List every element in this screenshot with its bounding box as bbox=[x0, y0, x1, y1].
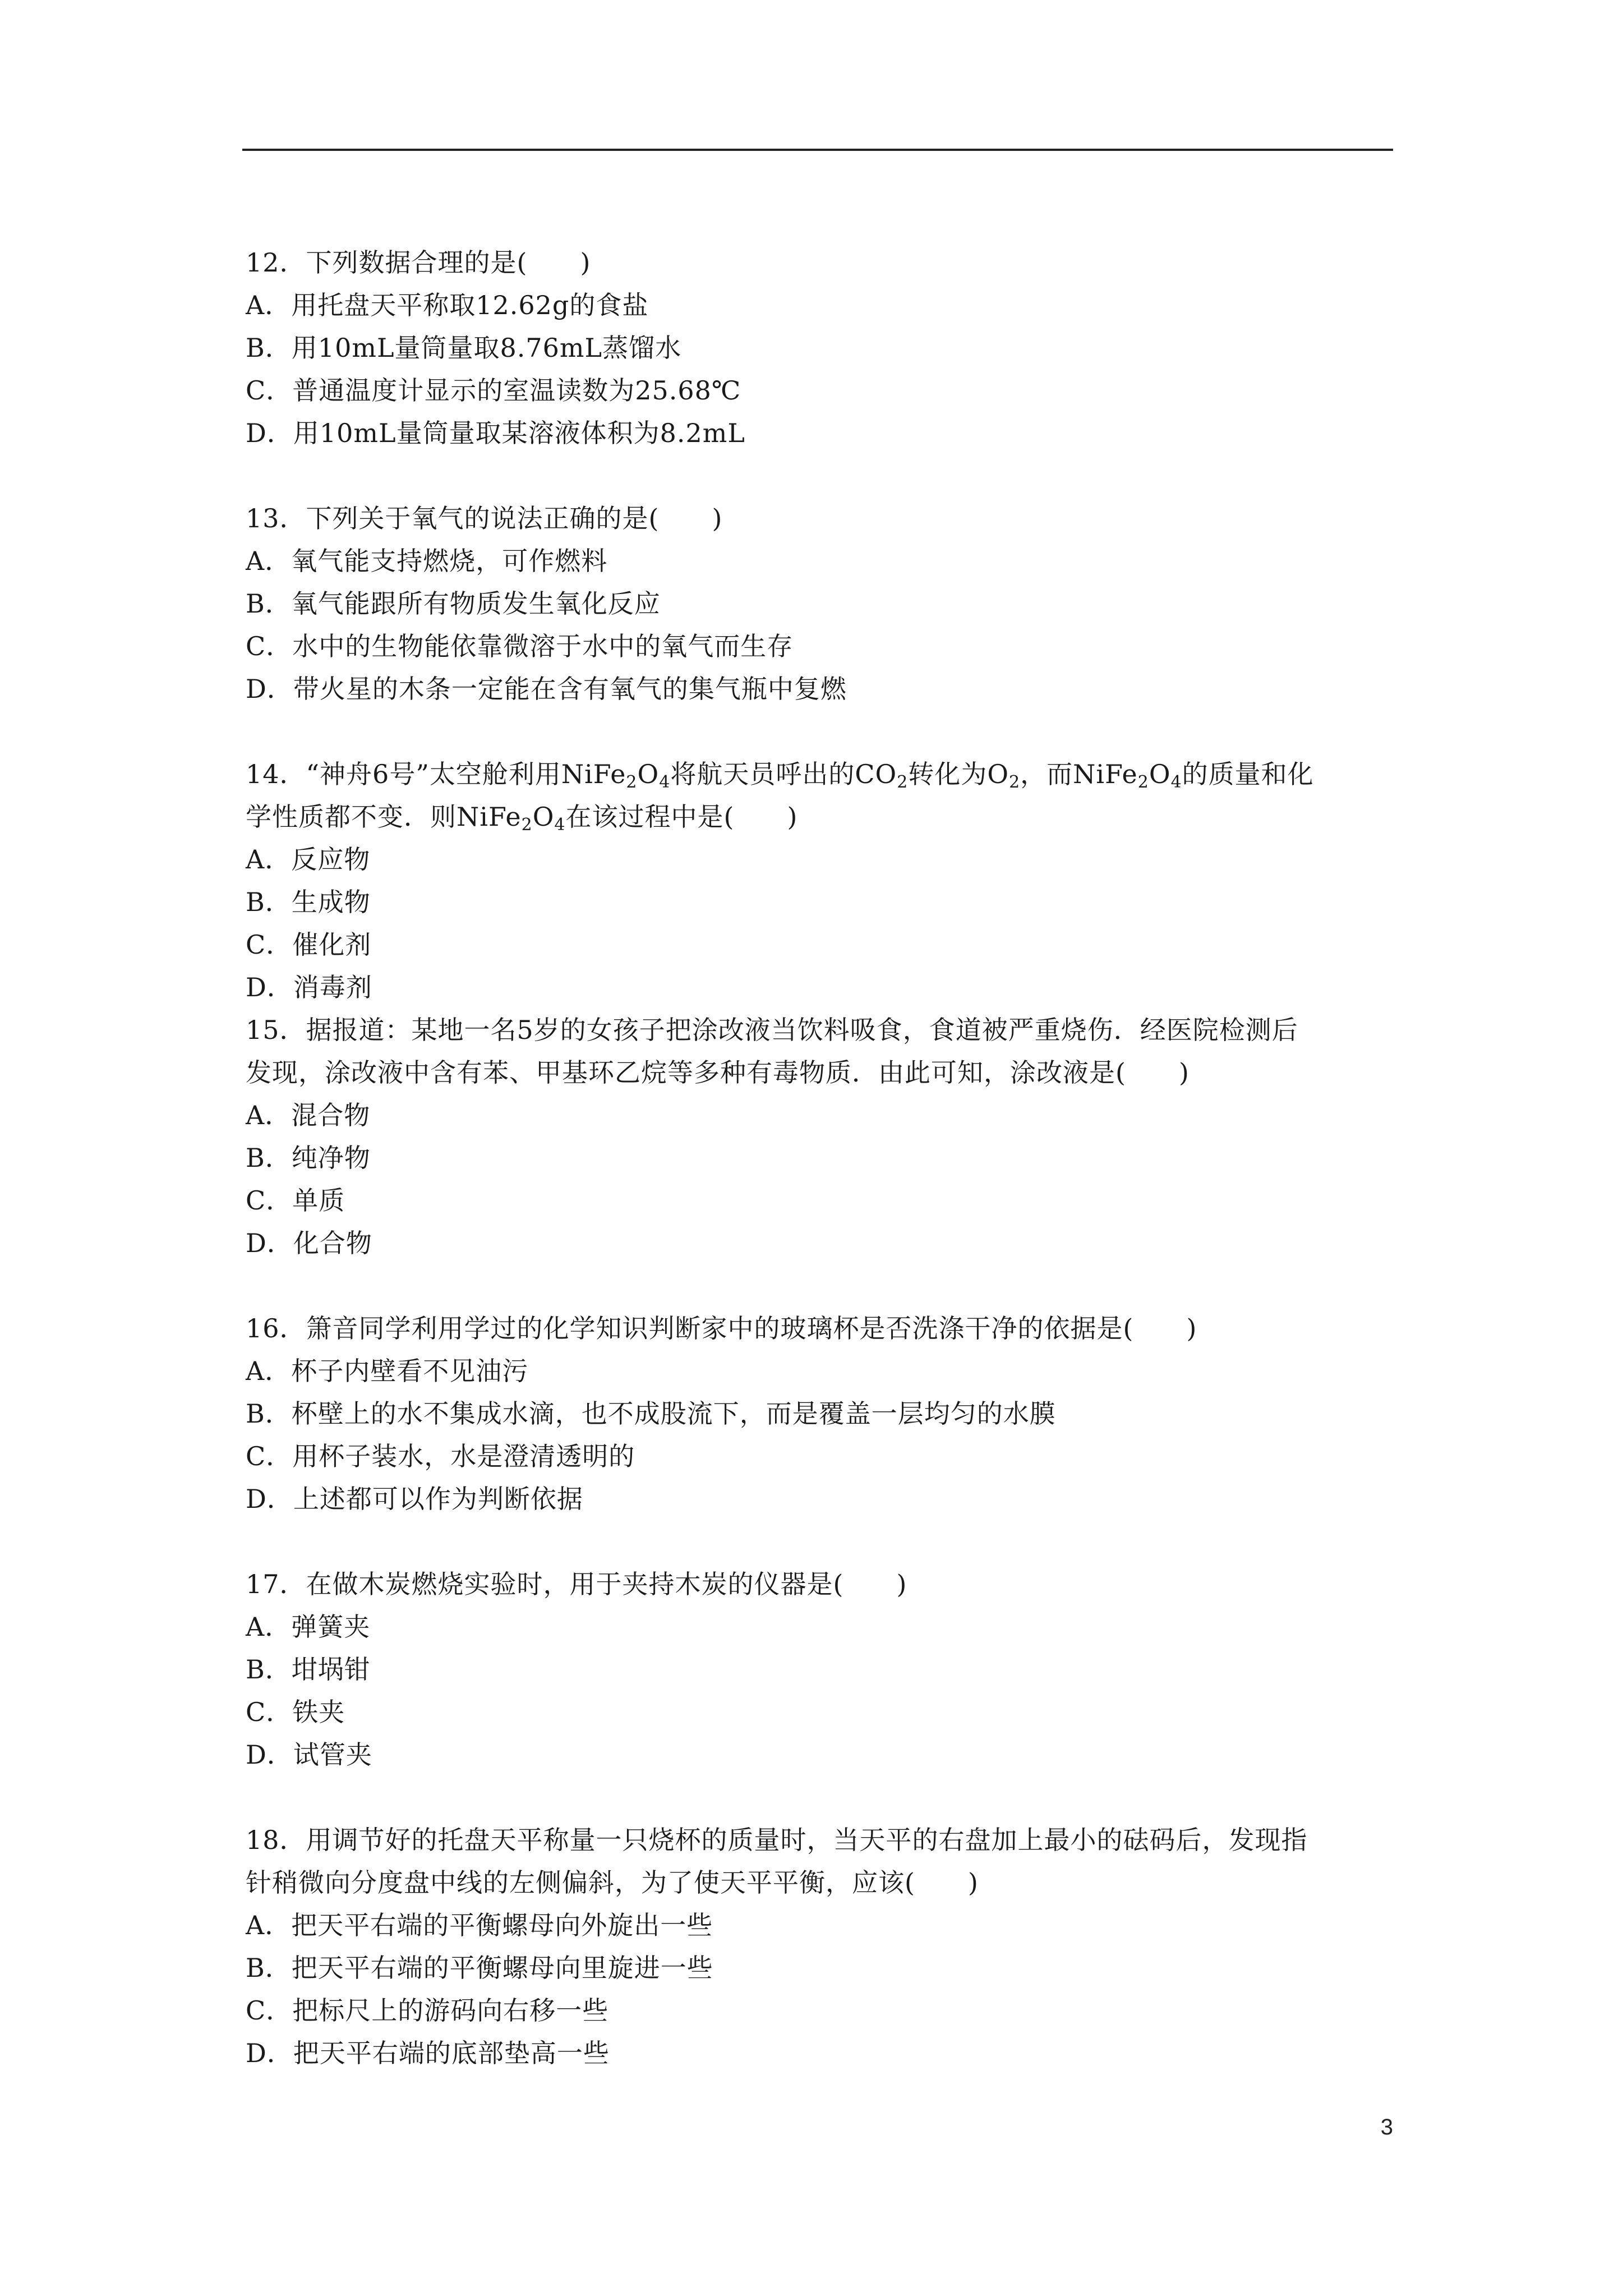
document-body bbox=[246, 241, 1395, 2074]
question-stem: 15．据报道：某地一名5岁的女孩子把涂改液当饮料吸食，食道被严重烧伤．经医院检测后 bbox=[246, 1015, 1298, 1045]
question-stem: 12．下列数据合理的是( ) bbox=[246, 247, 591, 278]
question-13 bbox=[246, 497, 1395, 710]
option-c: C．普通温度计显示的室温读数为25.68℃ bbox=[246, 375, 741, 406]
option-a: A．用托盘天平称取12.62g的食盐 bbox=[246, 290, 649, 320]
option-d: D．用10mL量筒量取某溶液体积为8.2mL bbox=[246, 418, 745, 448]
option-c: C．水中的生物能依靠微溶于水中的氧气而生存 bbox=[246, 631, 794, 661]
option-d: D．消毒剂 bbox=[246, 972, 372, 1002]
option-a: A．把天平右端的平衡螺母向外旋出一些 bbox=[246, 1910, 713, 1940]
option-b: B．氧气能跟所有物质发生氧化反应 bbox=[246, 588, 661, 619]
option-a: A．氧气能支持燃烧，可作燃料 bbox=[246, 546, 608, 576]
option-b: B．纯净物 bbox=[246, 1143, 371, 1173]
question-15 bbox=[246, 1009, 1395, 1264]
question-18 bbox=[246, 1819, 1395, 2074]
option-b: B．把天平右端的平衡螺母向里旋进一些 bbox=[246, 1953, 713, 1983]
option-a: A．弹簧夹 bbox=[246, 1612, 371, 1642]
question-stem: 17．在做木炭燃烧实验时，用于夹持木炭的仪器是( ) bbox=[246, 1569, 907, 1599]
question-17 bbox=[246, 1563, 1395, 1776]
option-d: D．化合物 bbox=[246, 1228, 372, 1258]
option-a: A．杯子内壁看不见油污 bbox=[246, 1356, 529, 1386]
question-stem-continued: 针稍微向分度盘中线的左侧偏斜，为了使天平平衡，应该( ) bbox=[246, 1867, 979, 1898]
option-a: A．反应物 bbox=[246, 844, 371, 875]
option-d: D．上述都可以作为判断依据 bbox=[246, 1484, 583, 1514]
option-d: D．带火星的木条一定能在含有氧气的集气瓶中复燃 bbox=[246, 674, 847, 704]
question-stem-continued: 发现，涂改液中含有苯、甲基环乙烷等多种有毒物质．由此可知，涂改液是( ) bbox=[246, 1057, 1189, 1088]
question-14 bbox=[246, 753, 1395, 1009]
option-b: B．坩埚钳 bbox=[246, 1654, 371, 1685]
option-d: D．试管夹 bbox=[246, 1740, 372, 1770]
page-number: 3 bbox=[1380, 2115, 1393, 2139]
option-b: B．杯壁上的水不集成水滴，也不成股流下，而是覆盖一层均匀的水膜 bbox=[246, 1398, 1056, 1429]
option-b: B．生成物 bbox=[246, 887, 371, 917]
question-12 bbox=[246, 241, 1395, 454]
option-c: C．单质 bbox=[246, 1185, 345, 1216]
option-c: C．催化剂 bbox=[246, 930, 372, 960]
option-b: B．用10mL量筒量取8.76mL蒸馏水 bbox=[246, 333, 682, 363]
question-stem-continued: 学性质都不变．则$NiFe_2O_4$在该过程中是( ) bbox=[246, 802, 798, 835]
question-stem: 14．“神舟6号”太空舱利用$NiFe_2O_4$将航天员呼出的$CO_2$转化为$O_2$，而$NiFe_2O_4$的质量和化 bbox=[246, 759, 1314, 792]
header-rule bbox=[242, 149, 1393, 151]
option-c: C．用杯子装水，水是澄清透明的 bbox=[246, 1441, 635, 1471]
question-stem: 18．用调节好的托盘天平称量一只烧杯的质量时，当天平的右盘加上最小的砝码后，发现指 bbox=[246, 1825, 1308, 1855]
question-16 bbox=[246, 1307, 1395, 1520]
option-d: D．把天平右端的底部垫高一些 bbox=[246, 2038, 610, 2068]
question-stem: 16．箫音同学利用学过的化学知识判断家中的玻璃杯是否洗涤干净的依据是( ) bbox=[246, 1313, 1197, 1343]
option-a: A．混合物 bbox=[246, 1100, 371, 1130]
question-stem: 13．下列关于氧气的说法正确的是( ) bbox=[246, 503, 723, 533]
option-c: C．铁夹 bbox=[246, 1697, 345, 1727]
option-c: C．把标尺上的游码向右移一些 bbox=[246, 1995, 609, 2026]
